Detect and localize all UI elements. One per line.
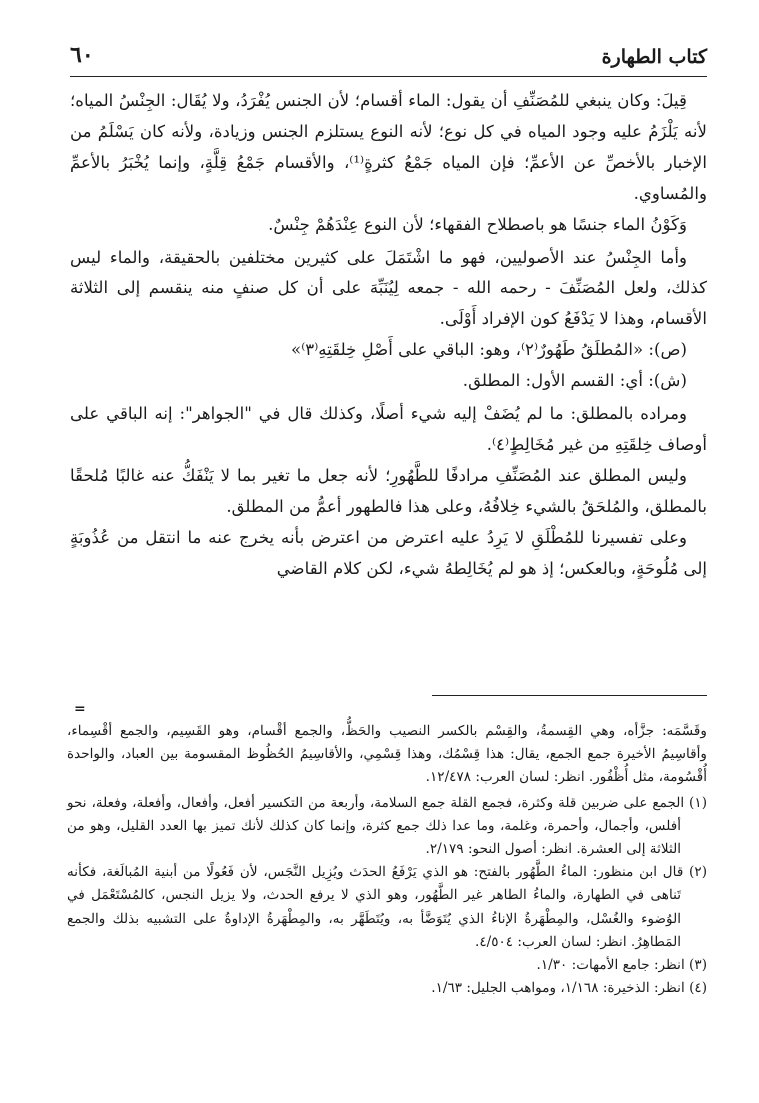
footnote: (٣) انظر: جامع الأمهات: ١/٣٠.: [536, 957, 707, 974]
paragraph: وعلى تفسيرنا للمُطْلَقِ لا يَرِدُ عليه اعترض من اعترض بأنه يخرج عنه ما انتقل من عُذُوبَةٍ إلى مُلُوحَةٍ، وبالعكس؛ إذ هو لم يُخَالِطهُ شيء، لكن كلام القاضي: [70, 527, 707, 578]
matn-quote: (ص): «المُطلَقُ طَهُورٌ⁽٢⁾، وهو: الباقي على أَصْلِ خِلقَتِهِ⁽٣⁾»: [291, 340, 687, 360]
footnote-separator: [432, 695, 707, 696]
paragraph: قِيلَ: وكان ينبغي للمُصَنِّفِ أن يقول: الماء أقسام؛ لأن الجنس يُفْرَدُ، ولا يُقَال: الجِنْسُ المياه؛ لأنه يَلْزَمُ عليه وجود المياه في كل نوع؛ لأنه النوع يستلزم الجنس وزيادة، ولأنه كان يَسْلَمُ من الإخبار بالأخصِّ عن الأعمِّ؛ فإن المياه جَمْعُ كثرةٍ⁽¹⁾، والأقسام جَمْعُ قِلَّةٍ، وإنما يُخْبَرُ بالأعمِّ والمُساوي.: [70, 91, 708, 203]
main-text: [70, 86, 707, 585]
footnote: (٢) قال ابن منظور: الماءُ الطَّهُور بالفتح: هو الذي يَرْفَعُ الحدَث ويُزِيل النَّجَس، لأن فَعُولًا من أبنية المُبالَغة، فكأنه تَناهى في الطهارة، والماءُ الطاهر غير الطَّهُور، وهو الذي لا يرفع الحدث، ولا يزيل النجس، كالمُسْتَعْمَل في الوُضوء والغُسْل، والمِطْهَرةُ الإناءُ الذي يُتَوَضَّأ به، ويُتَطَهَّر به، والمِطْهَرةُ الإداوةُ على التشبيه بذلك والجمع المَطاهِرُ. انظر: لسان العرب: ٤/٥٠٤.: [67, 864, 707, 950]
page-header: [70, 42, 707, 77]
paragraph: وأما الجِنْسُ عند الأصوليين، فهو ما اشْتَمَلَ على كثيرين مختلفين بالحقيقة، والماء ليس كذلك، ولعل المُصَنِّفَ - رحمه الله - جمعه لِيُنَبِّهَ على أن كل صنفٍ منه ينقسم إلى الثلاثة الأقسام، وهذا لا يَدْفَعُ كون الإفراد أَوْلَى.: [70, 247, 707, 329]
paragraph: وَكَوْنُ الماء جنسًا هو باصطلاح الفقهاء؛ لأن النوع عِنْدَهُمْ جِنْسٌ.: [268, 214, 687, 234]
commentary-line: (ش): أي: القسم الأول: المطلق.: [462, 371, 687, 391]
footnote-continuation-marker: =: [74, 701, 86, 717]
footnote: (٤) انظر: الذخيرة: ١/١٦٨، ومواهب الجليل: ١/٦٣.: [431, 980, 707, 997]
paragraph: ومراده بالمطلق: ما لم يُضَفْ إليه شيء أصلًا، وكذلك قال في "الجواهر": إنه الباقي على أوصاف خِلقَتِهِ من غير مُخَالِطٍ⁽٤⁾.: [70, 404, 707, 454]
page-number: ٦٠: [70, 42, 94, 68]
paragraph: وليس المطلق عند المُصَنِّفِ مرادفًا للطَّهُورِ؛ لأنه جعل ما تغير بما لا يَنْفَكُّ عنه غالبًا مُلحقًا بالمطلق، والمُلحَقُ بالشيء خِلافُهُ، وعلى هذا فالطهور أعمُّ من المطلق.: [70, 465, 707, 516]
footnotes: [67, 720, 707, 1000]
footnote-continuation: وقَسَّمَه: جزَّأه، وهي القِسمةُ، والقِسْم بالكسر النصيب والحَظُّ، والجمع أقْسام، وهو القَسِيم، والجمع أقْسِماء، وأقاسِيمُ الأخيرة جمع الجمع، يقال: هذا قِسْمُك، وهذا قِسْمِي، والأقاسِيمُ الحُظُوظ المقسومة بين العباد، والواحدة أُقْسُومة، مثل أُظْفُور. انظر: لسان العرب: ١٢/٤٧٨.: [67, 723, 707, 786]
running-title: كتاب الطهارة: [601, 46, 707, 68]
footnote: (١) الجمع على ضربين قلة وكثرة، فجمع القلة جمع السلامة، وأربعة من التكسير أفعل، وأفعال، وأفعلة، وفعلة، نحو أفلس، وأجمال، وأحمرة، وغلمة، وما عدا ذلك جمع كثرة، وإنما كان كذلك لأنك تميز بها العدد القليل، وهو من الثلاثة إلى العشرة. انظر: أصول النحو: ٢/١٧٩.: [67, 794, 707, 858]
